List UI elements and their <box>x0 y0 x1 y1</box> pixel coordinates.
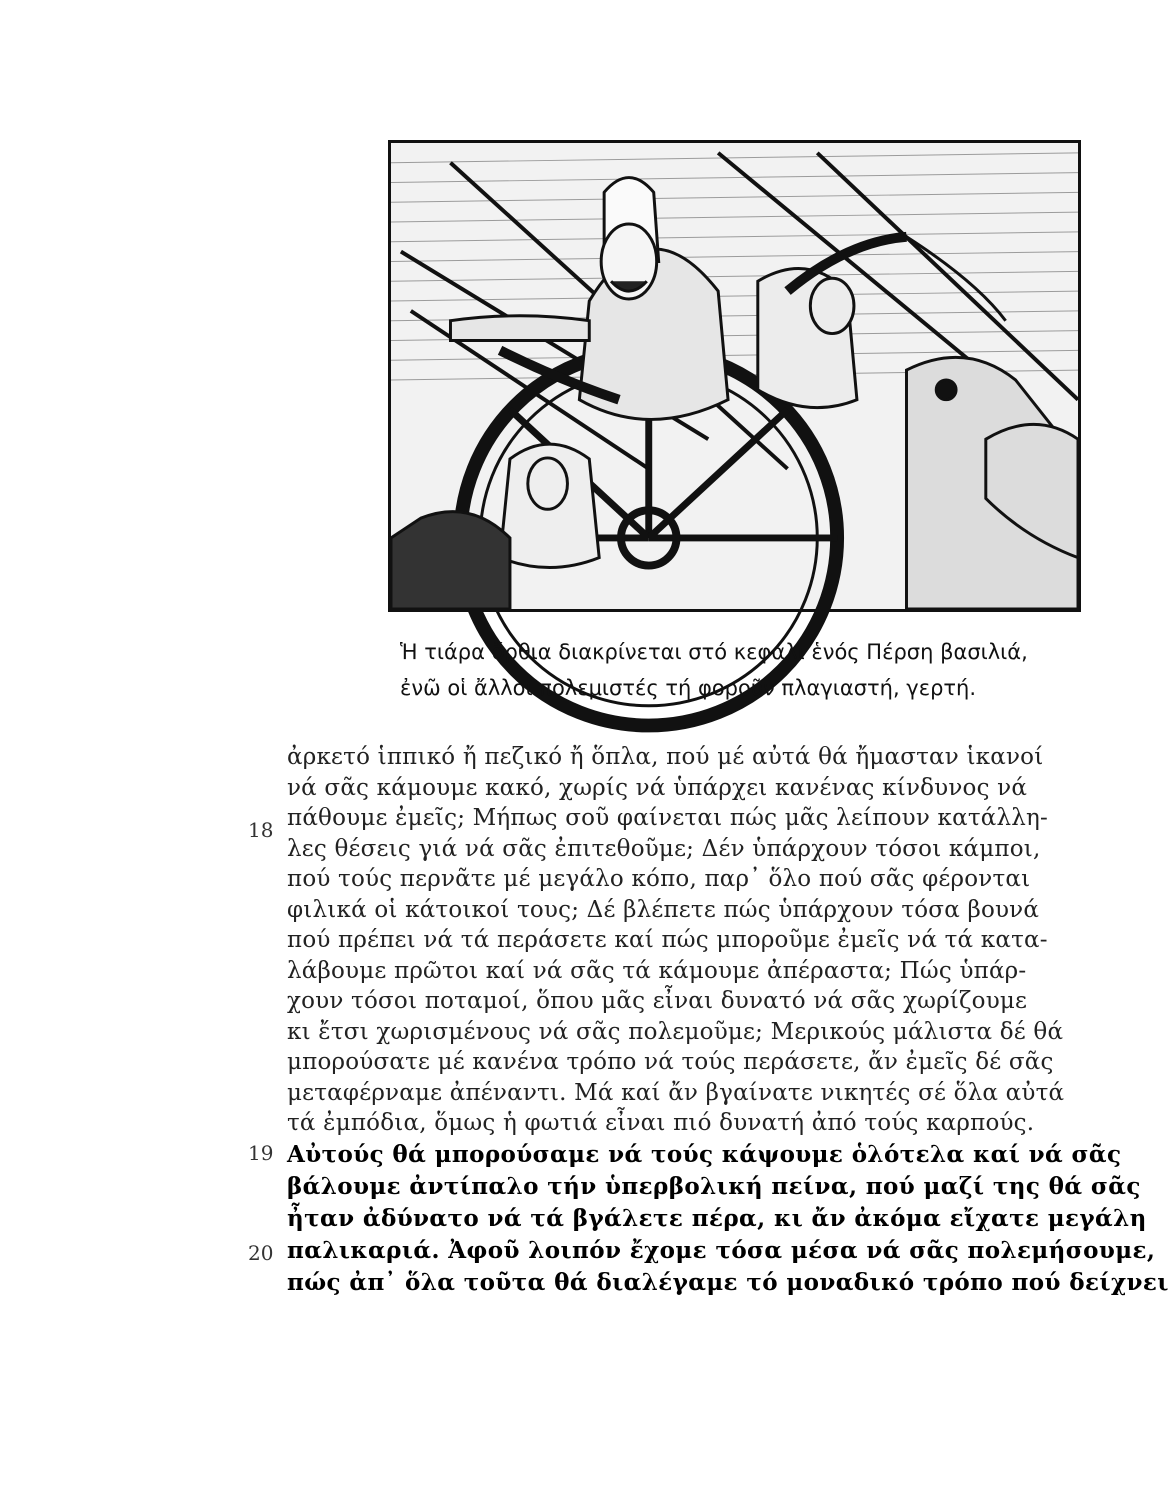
body-line: νά σᾶς κάμουμε κακό, χωρίς νά ὑπάρχει κανένας κίνδυνος νά <box>287 774 1028 801</box>
caption-line-2: ἐνῶ οἱ ἄλλοι πολεμιστές τή φοροῦν πλαγιαστή, γερτή. <box>400 676 977 700</box>
body-line: φιλικά οἱ κάτοικοί τους; Δέ βλέπετε πώς ὑπάρχουν τόσα βουνά <box>287 896 1040 923</box>
body-line: τά ἐμπόδια, ὅμως ἡ φωτιά εἶναι πιό δυνατή ἀπό τούς καρπούς. <box>287 1110 1035 1136</box>
body-line: πού πρέπει νά τά περάσετε καί πώς μποροῦμε ἐμεῖς νά τά κατα- <box>287 927 1048 953</box>
body-line-bold: πώς ἀπ᾿ ὅλα τοῦτα θά διαλέγαμε τό μοναδικό τρόπο πού δείχνει <box>287 1268 1169 1296</box>
verse-number-18: 18 <box>248 818 274 842</box>
verse-number-20: 20 <box>248 1241 274 1265</box>
body-line-bold: παλικαριά. Ἀφοῦ λοιπόν ἔχομε τόσα μέσα νά σᾶς πολεμήσουμε, <box>287 1236 1156 1264</box>
verse-number-19: 19 <box>248 1141 274 1165</box>
body-line: πάθουμε ἐμεῖς; Μήπως σοῦ φαίνεται πώς μᾶς λείπουν κατάλλη- <box>287 805 1048 831</box>
body-line-bold: Αὐτούς θά μπορούσαμε νά τούς κάψουμε ὁλότελα καί νά σᾶς <box>287 1140 1122 1168</box>
body-line: κι ἔτσι χωρισμένους νά σᾶς πολεμοῦμε; Μερικούς μάλιστα δέ θά <box>287 1018 1064 1045</box>
body-line: μπορούσατε μέ κανένα τρόπο νά τούς περάσετε, ἄν ἐμεῖς δέ σᾶς <box>287 1049 1054 1075</box>
body-line: λάβουμε πρῶτοι καί νά σᾶς τά κάμουμε ἀπέραστα; Πώς ὑπάρ- <box>287 957 1027 984</box>
illustration-engraving <box>388 140 1081 612</box>
body-line: πού τούς περνᾶτε μέ μεγάλο κόπο, παρ᾿ ὅλο πού σᾶς φέρονται <box>287 866 1031 892</box>
body-line: χουν τόσοι ποταμοί, ὅπου μᾶς εἶναι δυνατό νά σᾶς χωρίζουμε <box>287 988 1028 1014</box>
body-line: λες θέσεις γιά νά σᾶς ἐπιτεθοῦμε; Δέν ὑπάρχουν τόσοι κάμποι, <box>287 835 1041 862</box>
caption-line-1: Ἡ τιάρα ὄρθια διακρίνεται στό κεφάλι ἑνός Πέρση βασιλιά, <box>400 640 1028 664</box>
body-line: ἀρκετό ἱππικό ἤ πεζικό ἤ ὅπλα, πού μέ αὐτά θά ἤμασταν ἱκανοί <box>287 744 1044 770</box>
persian-king-chariot-illustration <box>391 143 1078 609</box>
illustration-caption <box>400 634 1081 706</box>
body-line: μεταφέρναμε ἀπέναντι. Μά καί ἄν βγαίνατε νικητές σέ ὅλα αὐτά <box>287 1079 1065 1106</box>
body-line-bold: ἦταν ἀδύνατο νά τά βγάλετε πέρα, κι ἄν ἀκόμα εἴχατε μεγάλη <box>287 1204 1147 1232</box>
body-line-bold: βάλουμε ἀντίπαλο τήν ὑπερβολική πείνα, πού μαζί της θά σᾶς <box>287 1172 1141 1200</box>
body-text <box>287 742 1169 1299</box>
